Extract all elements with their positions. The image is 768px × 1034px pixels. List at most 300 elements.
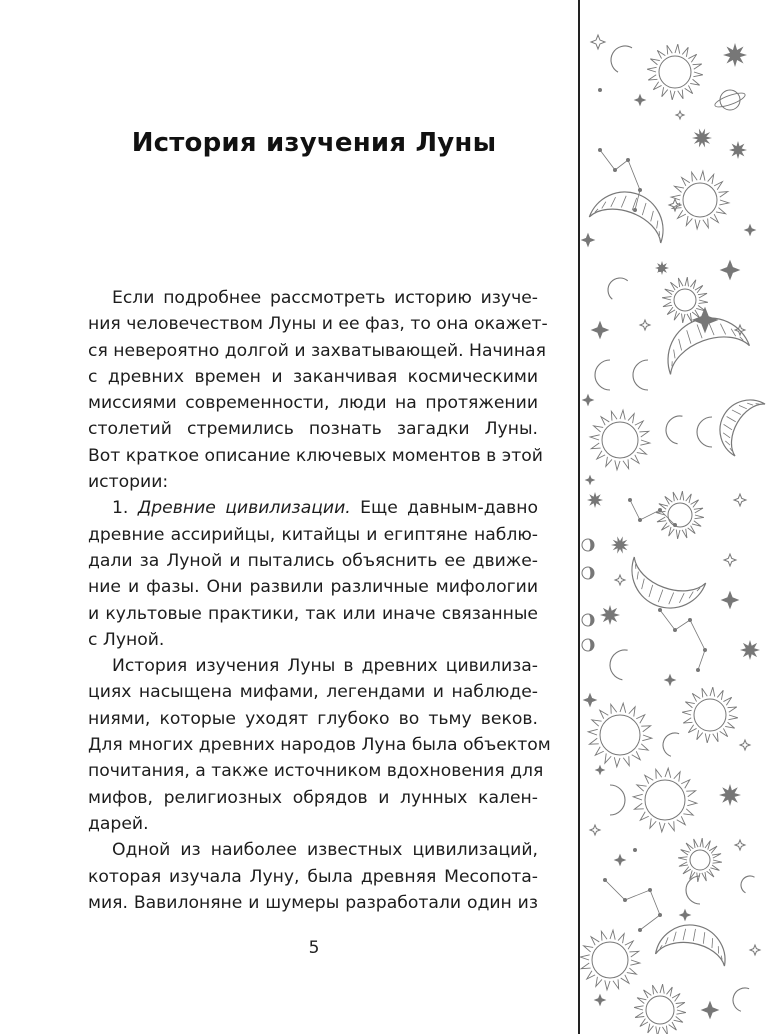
sun-ray	[674, 772, 680, 782]
sun-ray	[688, 526, 696, 534]
sun-ray	[667, 987, 673, 996]
crescent-moon-icon	[595, 360, 610, 390]
sun-ray	[674, 311, 680, 320]
crescent-shape	[738, 873, 755, 893]
constellation-star-dot	[603, 878, 607, 882]
crescent-outline	[656, 919, 731, 966]
sun-ray	[681, 850, 690, 855]
sparkle-star-icon	[640, 320, 650, 330]
sun-ray	[677, 816, 686, 825]
sun-ray	[705, 733, 710, 742]
sun-ray	[665, 496, 673, 504]
sun-ray	[657, 517, 666, 522]
text-line	[88, 811, 538, 837]
sparkle-star-icon	[584, 694, 596, 706]
sun-ray	[683, 809, 693, 815]
sun-ray	[669, 527, 675, 536]
crescent-shape	[730, 985, 749, 1012]
sun-ray	[618, 934, 624, 944]
constellation-star-dot	[638, 928, 642, 932]
sun-ray	[605, 980, 610, 990]
sun-ray	[656, 1026, 660, 1034]
text-fragment: миссиями современности, люди на протяжении	[88, 393, 538, 414]
crescent-leaf-hatch	[602, 201, 606, 209]
planet-ring	[713, 90, 746, 109]
text-line	[88, 522, 538, 548]
sun-ray	[641, 726, 650, 732]
crescent-shape	[610, 785, 625, 815]
sun-ray	[692, 310, 699, 318]
text-line	[88, 548, 538, 574]
crescent-leaf-hatch	[611, 197, 616, 207]
text-fragment: ся невероятно долгой и захватывающей. Начиная	[88, 340, 546, 361]
constellation-star-dot	[626, 158, 630, 162]
sun-ray	[691, 500, 699, 508]
sun-ray	[642, 735, 652, 741]
crescent-leaf-hatch	[673, 932, 676, 942]
sparkle-star-icon	[724, 554, 736, 566]
burst-star-icon	[719, 784, 741, 806]
sun-ray	[640, 812, 649, 821]
sun-ray	[637, 448, 647, 454]
text-line	[88, 416, 538, 442]
sun-ray	[580, 955, 590, 960]
crescent-leaf-hatch	[725, 441, 731, 445]
sun-ray	[648, 75, 657, 80]
sun-ray	[688, 725, 696, 733]
crescent-leaf-hatch	[709, 322, 714, 335]
sun-ray	[675, 44, 680, 53]
crescent-leaf-hatch	[678, 339, 683, 351]
text-line	[88, 338, 546, 364]
sun-ray	[621, 975, 629, 983]
text-line	[88, 364, 538, 390]
sun-ray	[685, 85, 693, 93]
sparkle-star-icon	[615, 575, 625, 585]
sun-ray	[639, 431, 648, 437]
text-fragment: История изучения Луны в древних цивилиза-	[112, 656, 538, 677]
sun-ray	[697, 730, 703, 739]
sun-ray	[682, 178, 690, 186]
text-fragment: с Луной.	[88, 629, 165, 650]
sun-ray	[634, 803, 643, 809]
sun-icon	[690, 850, 710, 870]
sun-ray	[669, 1022, 677, 1030]
large-decorated-crescent-icon	[589, 181, 673, 243]
sun-ray	[588, 729, 598, 735]
sun-ray	[713, 860, 722, 863]
crescent-moon-icon	[608, 648, 628, 680]
sun-ray	[600, 710, 609, 719]
crescent-leaf-hatch	[642, 203, 647, 215]
sun-ray	[645, 775, 654, 784]
sun-ray	[613, 979, 619, 988]
text-line	[88, 469, 538, 495]
crescent-leaf-hatch	[669, 592, 674, 604]
sun-ray	[681, 780, 690, 789]
sun-ray	[614, 757, 620, 767]
celestial-ornament-panel	[580, 0, 768, 1034]
crescent-shape	[697, 417, 712, 447]
sun-ray	[596, 977, 602, 987]
text-line	[88, 601, 538, 627]
sun-ray	[695, 285, 703, 292]
sun-ray	[657, 50, 665, 58]
sun-ray	[709, 846, 717, 853]
sparkle-star-icon	[669, 199, 681, 211]
sun-ray	[685, 277, 688, 286]
sparkle-star-icon	[680, 910, 690, 920]
text-line	[88, 837, 538, 863]
text-line	[88, 285, 538, 311]
sun-icon	[659, 56, 691, 88]
sun-ray	[686, 494, 692, 503]
sun-ray	[640, 440, 650, 445]
sun-icon	[668, 503, 692, 527]
text-fragment: мифов, религиозных обрядов и лунных кален-	[88, 787, 538, 808]
dot-star	[598, 88, 602, 92]
sun-ray	[720, 728, 728, 736]
sun-ray	[581, 963, 590, 969]
sun-ray	[705, 841, 710, 850]
sun-ray	[672, 994, 680, 1002]
crescent-leaf-hatch	[683, 929, 686, 941]
sun-ray	[662, 297, 671, 300]
celestial-ornament-illustration	[580, 0, 768, 1034]
sun-ray	[587, 971, 595, 979]
sun-ray	[678, 857, 687, 860]
crescent-leaf-hatch	[621, 196, 626, 208]
sun-ray	[687, 313, 692, 322]
crescent-leaf-hatch	[648, 585, 653, 597]
sun-ray	[674, 1017, 683, 1023]
sparkle-star-icon	[735, 840, 745, 850]
sun-ray	[632, 751, 641, 760]
text-line	[88, 311, 548, 337]
sun-ray	[692, 172, 698, 181]
sun-icon	[683, 183, 717, 217]
constellation-star-dot	[658, 913, 662, 917]
chapter-title: История изучения Луны	[131, 128, 497, 158]
sun-ray	[629, 951, 638, 957]
crescent-leaf-hatch	[731, 328, 736, 337]
sun-icon	[646, 996, 674, 1024]
sun-ray	[665, 289, 674, 295]
sun-ray	[682, 314, 685, 323]
sun-ray	[610, 930, 615, 940]
sun-ray	[700, 171, 705, 180]
sun-ray	[601, 931, 607, 940]
sun-ray	[663, 302, 672, 307]
sun-ray	[707, 869, 714, 877]
sun-ray	[660, 984, 664, 993]
moon-phase-shadow	[588, 539, 594, 551]
sun-ray	[615, 460, 620, 470]
sun-ray	[716, 208, 726, 214]
sparkle-star-icon	[745, 225, 755, 235]
constellation-star-dot	[628, 498, 632, 502]
sun-ray	[637, 785, 647, 791]
moon-phase-shadow	[588, 639, 594, 651]
burst-star-icon	[692, 129, 712, 148]
text-fragment: и культовые практики, так или иначе связанные	[88, 603, 538, 624]
crescent-leaf-hatch	[739, 405, 747, 410]
sun-ray	[710, 687, 715, 696]
sun-ray	[673, 492, 678, 501]
sparkle-star-icon	[676, 111, 684, 119]
sparkle-star-icon	[721, 261, 739, 279]
crescent-outline	[621, 557, 705, 619]
sun-icon	[600, 715, 640, 755]
constellation-star-dot	[696, 668, 700, 672]
sun-ray	[713, 733, 718, 742]
crescent-moon-icon	[633, 360, 648, 390]
sun-ray	[667, 45, 672, 54]
sun-ray	[636, 715, 645, 724]
text-line	[88, 653, 538, 679]
sparkle-star-icon	[582, 234, 594, 246]
sun-ray	[674, 186, 684, 192]
text-fragment: истории:	[88, 472, 169, 493]
crescent-moon-icon	[606, 41, 632, 72]
sun-ray	[694, 508, 703, 513]
sun-ray	[678, 278, 683, 287]
sun-ray	[670, 90, 675, 99]
crescent-moon-icon	[738, 873, 755, 893]
sun-ray	[584, 946, 594, 952]
sun-ray	[661, 523, 669, 531]
crescent-leaf-hatch	[641, 579, 646, 589]
sun-ray	[719, 200, 728, 205]
crescent-leaf-hatch	[636, 572, 640, 580]
constellation-star-dot	[658, 508, 662, 512]
sun-ray	[700, 838, 703, 847]
burst-star-icon	[723, 43, 747, 67]
sun-ray	[718, 192, 727, 198]
constellation-star-dot	[598, 148, 602, 152]
crescent-leaf-hatch	[658, 590, 663, 602]
crescent-leaf-hatch	[747, 402, 753, 406]
sun-ray	[682, 47, 688, 56]
text-fragment: столетий стремились познать загадки Луны.	[88, 419, 538, 440]
crescent-shape	[595, 360, 610, 390]
crescent-shape	[660, 730, 679, 757]
sun-ray	[606, 457, 612, 467]
crescent-leaf-hatch	[723, 424, 732, 429]
sun-ray	[605, 753, 611, 763]
sun-ray	[703, 218, 709, 227]
crescent-leaf-hatch	[723, 433, 731, 438]
constellation-lines	[660, 610, 705, 670]
sun-ray	[623, 459, 629, 468]
sun-ray	[717, 690, 723, 699]
text-fragment: ние и фазы. Они развили различные мифологии	[88, 577, 538, 598]
sun-ray	[662, 1026, 667, 1034]
sparkle-star-icon	[734, 494, 746, 506]
sun-ray	[670, 282, 677, 290]
constellation-star-dot	[703, 648, 707, 652]
sun-ray	[725, 722, 734, 728]
text-line	[88, 706, 538, 732]
crescent-shape	[633, 360, 648, 390]
crescent-shape	[664, 414, 683, 444]
crescent-leaf-hatch	[686, 330, 691, 343]
sun-ray	[694, 839, 698, 848]
moon-phase-shadow	[588, 567, 594, 579]
text-fragment: почитания, а также источником вдохновения для	[88, 761, 544, 782]
burst-star-icon	[655, 261, 669, 275]
sun-icon	[645, 780, 685, 820]
sun-ray	[695, 515, 704, 519]
sparkle-star-icon	[615, 855, 625, 865]
sun-ray	[712, 854, 721, 858]
sun-ray	[630, 960, 640, 965]
sun-ray	[592, 720, 602, 726]
sparkle-star-icon	[722, 592, 738, 608]
sun-ray	[633, 794, 643, 800]
sun-ray	[601, 417, 609, 425]
sun-ray	[635, 1012, 644, 1017]
sun-ray	[678, 90, 683, 99]
constellation-star-dot	[648, 888, 652, 892]
sun-ray	[631, 455, 639, 463]
sun-icon	[602, 422, 638, 458]
sparkle-star-icon	[592, 322, 608, 338]
sun-ray	[620, 410, 625, 420]
sun-ray	[627, 968, 637, 974]
sun-ray	[597, 451, 605, 459]
burst-star-icon	[729, 141, 747, 159]
crescent-leaf-hatch	[727, 417, 736, 422]
crescent-leaf-hatch	[697, 324, 702, 338]
burst-star-icon	[587, 492, 603, 508]
sun-ray	[702, 688, 707, 697]
sparkle-star-icon	[702, 1002, 718, 1018]
text-fragment: древние ассирийцы, китайцы и египтяне наблю-	[88, 524, 538, 545]
sun-ray	[690, 280, 696, 289]
sun-ray	[702, 872, 706, 881]
sun-ray	[652, 985, 657, 994]
text-line	[88, 574, 538, 600]
sun-icon	[674, 289, 696, 311]
crescent-shape	[603, 273, 628, 299]
burst-star-icon	[611, 536, 629, 553]
sun-ray	[678, 210, 686, 218]
burst-star-icon	[600, 605, 620, 625]
sun-ray	[637, 998, 646, 1004]
crescent-moon-icon	[660, 730, 679, 757]
sun-ray	[692, 693, 700, 701]
sun-ray	[662, 87, 668, 96]
text-line	[88, 679, 538, 705]
crescent-moon-icon	[603, 273, 628, 299]
sun-ray	[590, 435, 600, 440]
sun-ray	[723, 697, 731, 705]
crescent-leaf-hatch	[732, 410, 741, 415]
text-line	[88, 495, 538, 521]
crescent-shape	[608, 648, 628, 680]
sun-ray	[676, 530, 680, 539]
constellation-star-dot	[623, 898, 627, 902]
sun-ray	[594, 426, 604, 432]
text-line	[88, 785, 538, 811]
sun-ray	[710, 865, 719, 870]
text-fragment: Для многих древних народов Луна была объектом	[88, 735, 551, 756]
sun-ray	[728, 715, 737, 720]
crescent-leaf-hatch	[672, 350, 677, 359]
sun-ray	[629, 707, 635, 717]
crescent-leaf-hatch	[693, 929, 695, 941]
dot-star	[633, 848, 637, 852]
sun-ray	[693, 64, 702, 69]
sun-ray	[697, 873, 700, 882]
sun-ray	[695, 219, 700, 228]
text-line	[88, 627, 538, 653]
large-decorated-crescent-icon	[621, 557, 705, 619]
sun-icon	[694, 699, 726, 731]
sun-ray	[653, 82, 661, 90]
sun-ray	[638, 744, 648, 750]
sun-ray	[628, 414, 634, 424]
sun-ray	[690, 79, 699, 85]
crescent-leaf-hatch	[703, 932, 706, 944]
text-line	[88, 390, 538, 416]
sun-ray	[685, 702, 694, 708]
sun-ray	[688, 54, 696, 62]
sun-ray	[623, 756, 629, 765]
body-text	[88, 285, 551, 916]
text-fragment: дарей.	[88, 813, 149, 834]
sun-ray	[682, 710, 691, 715]
sparkle-star-icon	[583, 395, 593, 405]
sun-ray	[708, 174, 714, 184]
text-line	[88, 758, 544, 784]
sun-ray	[692, 521, 701, 527]
sun-ray	[640, 1019, 648, 1027]
sun-ray	[676, 1002, 685, 1007]
sun-ray	[728, 707, 737, 712]
sun-ray	[611, 411, 617, 420]
sparkle-star-icon	[586, 476, 594, 484]
sun-ray	[650, 818, 656, 828]
sun-ray	[683, 867, 691, 874]
crescent-shape	[606, 41, 632, 72]
sun-ray	[656, 769, 662, 778]
constellation-star-dot	[613, 168, 617, 172]
sun-ray	[589, 738, 598, 744]
sun-ray	[683, 718, 692, 723]
text-fragment: Если подробнее рассмотреть историю изуче-	[112, 288, 538, 308]
crescent-outline	[589, 181, 673, 243]
sun-ray	[686, 791, 695, 797]
text-fragment: циях насыщена мифами, легендами и наблюде-	[88, 682, 538, 703]
sparkle-star-icon	[595, 995, 605, 1005]
sun-ray	[659, 822, 665, 832]
sun-ray	[693, 72, 702, 77]
constellation-star-dot	[638, 518, 642, 522]
sun-ray	[625, 941, 633, 949]
large-decorated-crescent-icon	[709, 389, 765, 456]
sparkle-star-icon	[590, 825, 600, 835]
sun-ray	[667, 307, 675, 314]
sparkle-star-icon	[750, 945, 760, 955]
text-line	[88, 890, 538, 916]
crescent-leaf-hatch	[717, 946, 720, 953]
crescent-leaf-hatch	[679, 593, 684, 603]
sparkle-star-icon	[596, 766, 604, 774]
sun-ray	[620, 703, 626, 713]
text-fragment: Одной из наиболее известных цивилизаций,	[112, 840, 538, 861]
